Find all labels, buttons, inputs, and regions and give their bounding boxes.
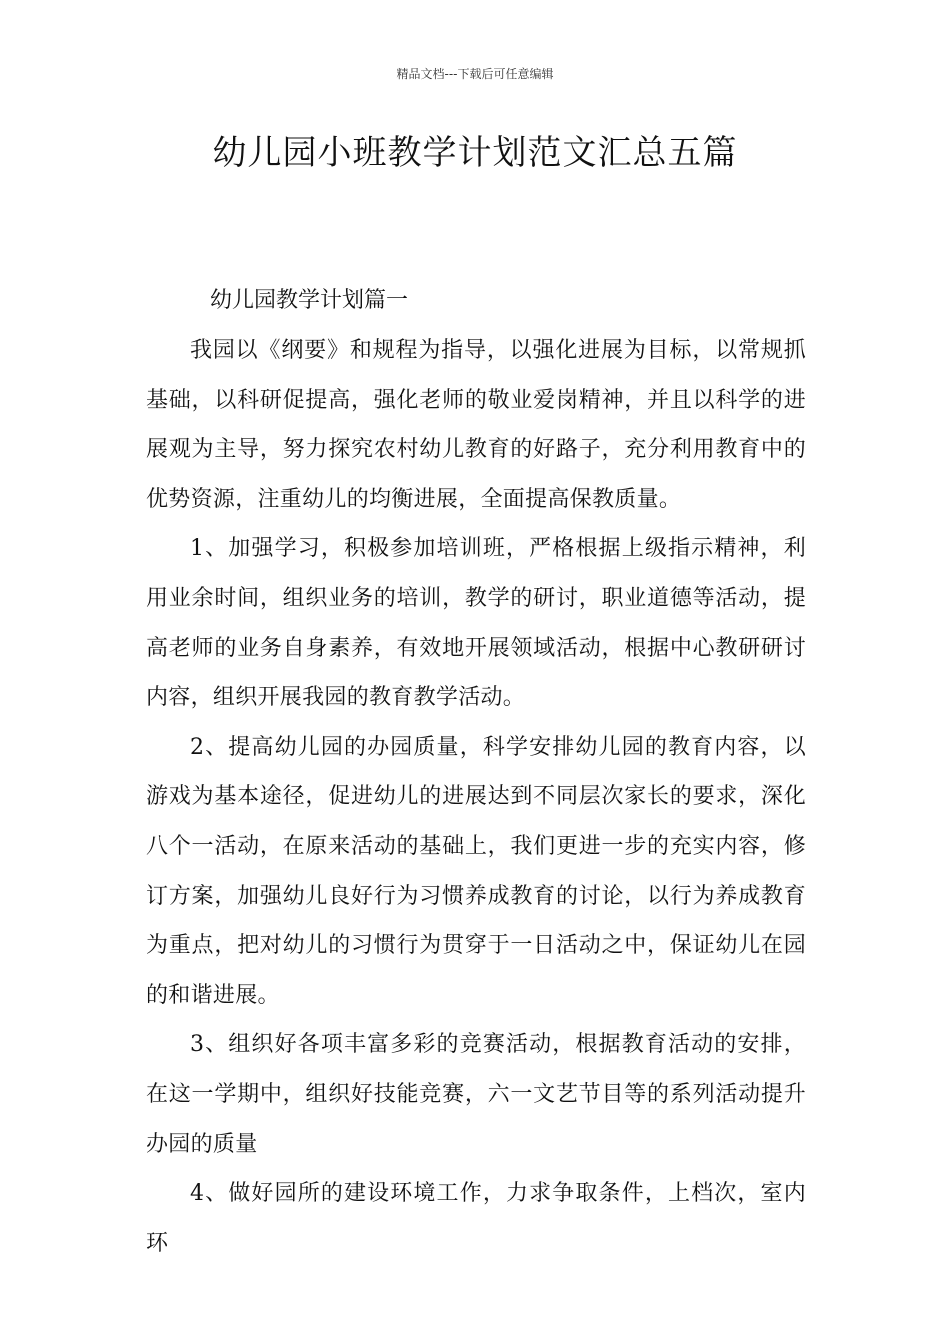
paragraph-item-3: 3、组织好各项丰富多彩的竞赛活动，根据教育活动的安排，在这一学期中，组织好技能竞赛，六一文艺节目等的系列活动提升办园的质量 [146, 1032, 806, 1157]
paragraph-item-2: 2、提高幼儿园的办园质量，科学安排幼儿园的教育内容，以游戏为基本途径，促进幼儿的进展达到不同层次家长的要求，深化八个一活动，在原来活动的基础上，我们更进一步的充实内容，修订方案，加强幼儿良好行为习惯养成教育的讨论，以行为养成教育为重点，把对幼儿的习惯行为贯穿于一日活动之中，保证幼儿在园的和谐进展。 [146, 734, 806, 1008]
paragraph-intro: 我园以《纲要》和规程为指导，以强化进展为目标，以常规抓基础，以科研促提高，强化老师的敬业爱岗精神，并且以科学的进展观为主导，努力探究农村幼儿教育的好路子，充分利用教育中的优势资源，注重幼儿的均衡进展，全面提高保教质量。 [146, 338, 806, 512]
document-title: 幼儿园小班教学计划范文汇总五篇 [212, 133, 738, 173]
header-note: 精品文档---下载后可任意编辑 [396, 67, 554, 81]
section-title: 幼儿园教学计划篇一 [210, 288, 409, 313]
paragraph-item-1: 1、加强学习，积极参加培训班，严格根据上级指示精神，利用业余时间，组织业务的培训，教学的研讨，职业道德等活动，提高老师的业务自身素养，有效地开展领域活动，根据中心教研研讨内容，组织开展我园的教育教学活动。 [146, 536, 806, 711]
document-body [146, 276, 806, 1268]
paragraph-item-4: 4、做好园所的建设环境工作，力求争取条件，上档次，室内环 [146, 1181, 806, 1256]
